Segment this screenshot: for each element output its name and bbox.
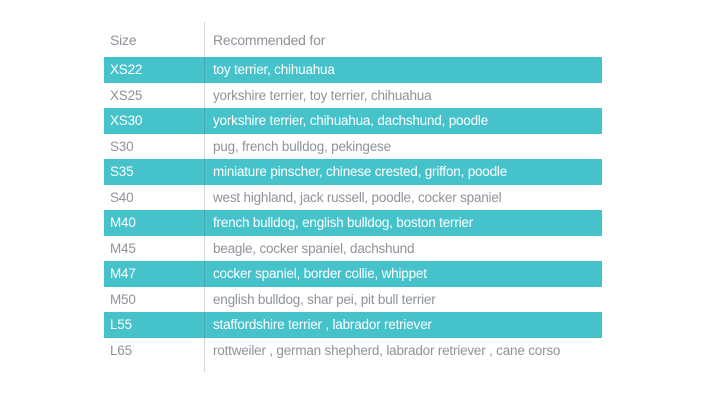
recommended-cell: yorkshire terrier, toy terrier, chihuahua [213, 87, 432, 103]
table-row [104, 210, 602, 236]
size-cell: S40 [110, 189, 134, 205]
recommended-cell: beagle, cocker spaniel, dachshund [213, 240, 415, 256]
table-row [104, 159, 602, 185]
size-cell: L55 [110, 317, 132, 333]
size-cell: XS30 [110, 113, 143, 129]
recommended-cell: cocker spaniel, border collie, whippet [213, 266, 427, 282]
table-body [104, 57, 602, 363]
size-cell: M45 [110, 240, 136, 256]
table-row [104, 83, 602, 109]
size-cell: XS25 [110, 87, 143, 103]
size-cell: M40 [110, 215, 136, 231]
table-row [104, 236, 602, 262]
table-row [104, 287, 602, 313]
column-header-size: Size [110, 31, 137, 48]
recommended-cell: west highland, jack russell, poodle, cocker spaniel [213, 189, 502, 205]
table-row [104, 57, 602, 83]
table-row [104, 312, 602, 338]
column-header-recommended: Recommended for [213, 31, 326, 48]
recommended-cell: yorkshire terrier, chihuahua, dachshund, poodle [213, 113, 489, 129]
recommended-cell: pug, french bulldog, pekingese [213, 138, 391, 154]
size-cell: L65 [110, 342, 132, 358]
size-cell: M47 [110, 266, 136, 282]
recommended-cell: french bulldog, english bulldog, boston terrier [213, 215, 474, 231]
table-row [104, 134, 602, 160]
table-row [104, 108, 602, 134]
recommended-cell: english bulldog, shar pei, pit bull terrier [213, 291, 436, 307]
recommended-cell: miniature pinscher, chinese crested, griffon, poodle [213, 164, 508, 180]
size-cell: S35 [110, 164, 134, 180]
size-cell: M50 [110, 291, 136, 307]
table-header [104, 22, 602, 57]
size-cell: S30 [110, 138, 134, 154]
table-row [104, 185, 602, 211]
table-row [104, 261, 602, 287]
recommended-cell: rottweiler , german shepherd, labrador retriever , cane corso [213, 342, 561, 358]
table-row [104, 338, 602, 364]
size-table [104, 22, 602, 363]
recommended-cell: staffordshire terrier , labrador retriever [213, 317, 432, 333]
size-cell: XS22 [110, 62, 143, 78]
recommended-cell: toy terrier, chihuahua [213, 62, 335, 78]
